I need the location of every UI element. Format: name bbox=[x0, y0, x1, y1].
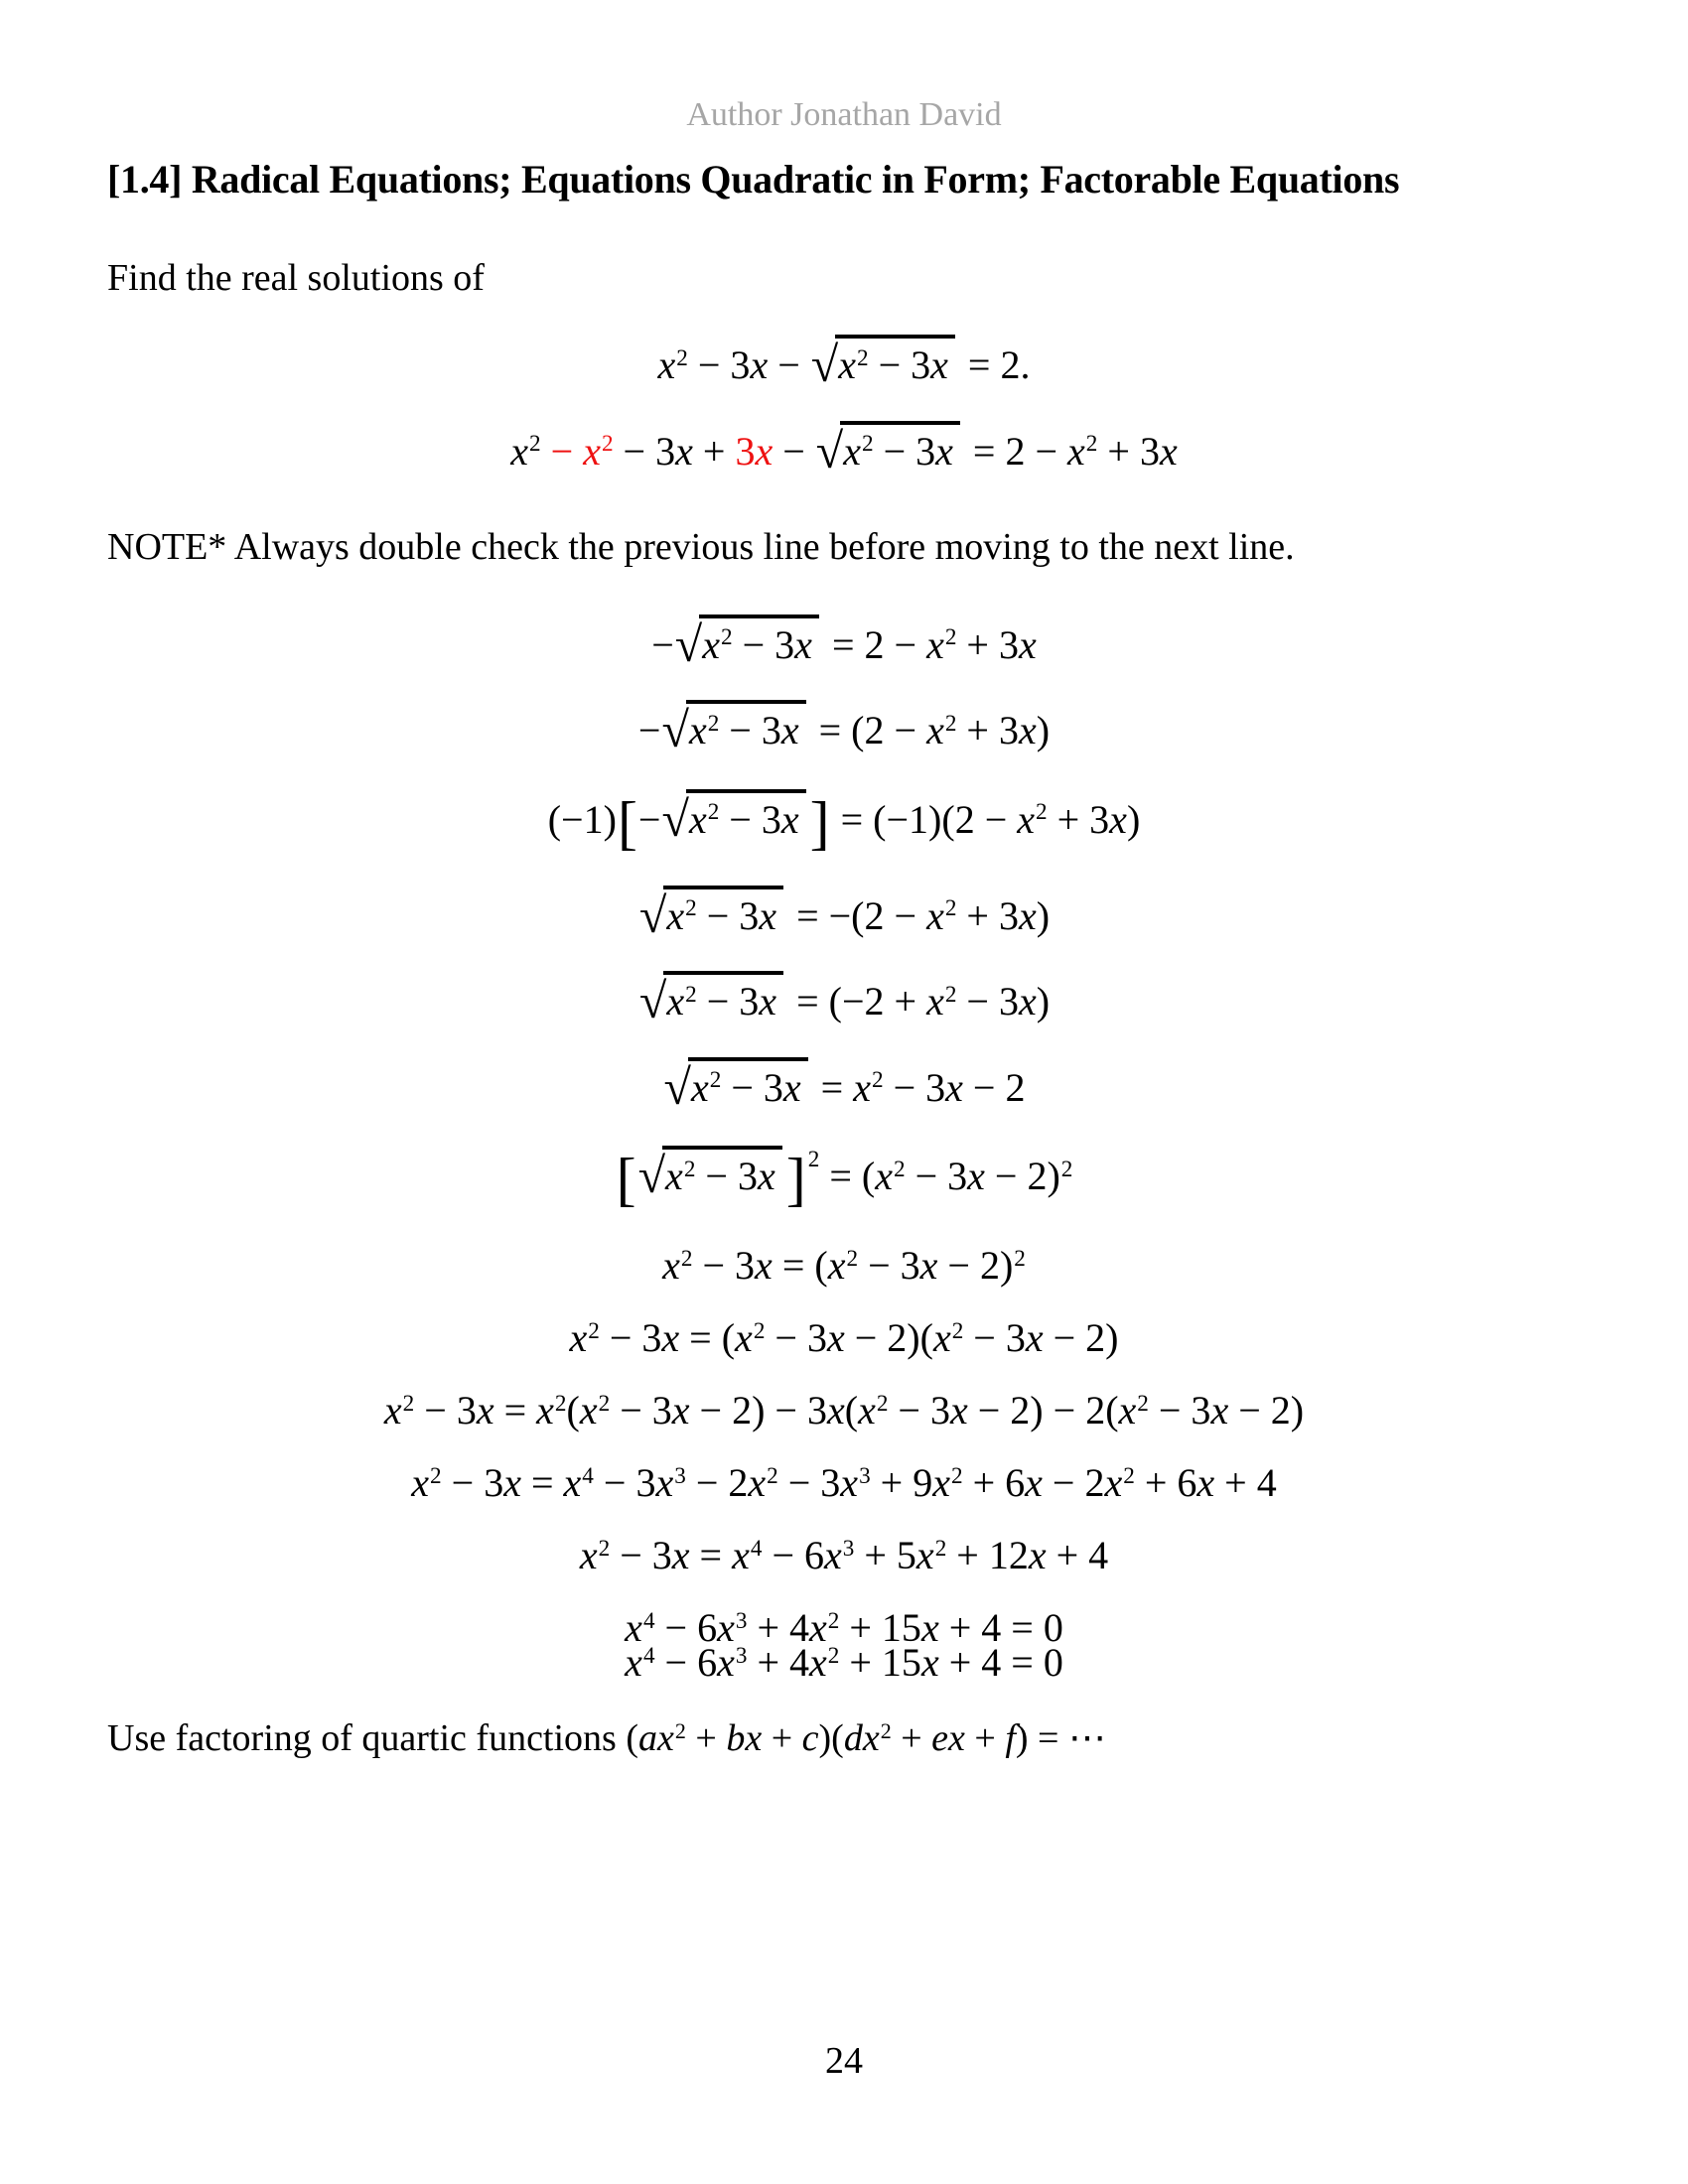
equation-line-eq9 bbox=[0, 1140, 1688, 1220]
math-text: − 2)( bbox=[844, 1315, 933, 1361]
math-text: − 2) − 2( bbox=[967, 1388, 1119, 1433]
math-text: = (2 − bbox=[808, 708, 927, 753]
math-text: + bbox=[964, 1717, 1006, 1760]
math-text: = ( bbox=[679, 1315, 736, 1361]
math-variable: x bbox=[755, 1243, 773, 1289]
equation-block-top bbox=[0, 332, 1688, 484]
math-variable: x bbox=[1018, 621, 1037, 667]
math-variable: x bbox=[655, 1460, 674, 1506]
closing-math-expression bbox=[626, 1717, 1106, 1759]
math-text: − 3 bbox=[687, 342, 751, 388]
exponent: 4 bbox=[582, 1462, 594, 1489]
radicand bbox=[686, 789, 806, 846]
radicand bbox=[840, 421, 960, 478]
radical-sign-icon: √ bbox=[638, 973, 667, 1029]
exponent: 2 bbox=[827, 1642, 840, 1669]
math-text: + bbox=[685, 1717, 727, 1760]
exponent: 2 bbox=[944, 895, 957, 922]
math-variable: x bbox=[840, 1460, 859, 1506]
math-text: = 2 − bbox=[821, 621, 927, 667]
math-variable: x bbox=[688, 796, 707, 842]
math-text: − 3 bbox=[613, 428, 676, 474]
exponent: 2 bbox=[601, 431, 614, 458]
math-text: + 4 = 0 bbox=[938, 1640, 1063, 1686]
math-text: − 2 bbox=[962, 1064, 1026, 1110]
exponent: 2 bbox=[893, 1156, 906, 1182]
radical bbox=[816, 418, 960, 485]
math-text: + bbox=[762, 1717, 802, 1760]
exponent: 2 bbox=[680, 1245, 693, 1272]
math-text: (−1) bbox=[547, 796, 617, 842]
equation-line-eq8 bbox=[0, 1054, 1688, 1122]
math-variable: bx bbox=[726, 1717, 763, 1760]
math-text: − 2) bbox=[937, 1243, 1014, 1289]
math-text: − 3 bbox=[599, 1315, 662, 1361]
math-text: = 2. bbox=[957, 342, 1031, 388]
math-text: + 3 bbox=[956, 708, 1019, 753]
bracket: [ bbox=[617, 789, 637, 856]
radical-sign-icon: √ bbox=[663, 1058, 691, 1115]
equation-block-main bbox=[0, 612, 1688, 1691]
math-text: − 3 bbox=[696, 892, 760, 938]
math-variable: x bbox=[536, 1388, 554, 1433]
math-variable: x bbox=[1118, 1388, 1137, 1433]
radicand bbox=[686, 700, 806, 756]
math-text: + 3 bbox=[1047, 796, 1110, 842]
math-variable: x bbox=[671, 1533, 690, 1578]
math-variable: x bbox=[843, 428, 861, 474]
radicand bbox=[662, 1146, 782, 1202]
radicand bbox=[663, 971, 783, 1027]
math-text: = −(2 − bbox=[786, 892, 927, 938]
equation-line-eq7 bbox=[0, 968, 1688, 1035]
math-variable: x bbox=[755, 428, 774, 474]
page-number: 24 bbox=[825, 2040, 863, 2082]
radical-sign-icon: √ bbox=[661, 702, 689, 758]
math-variable: x bbox=[827, 1243, 846, 1289]
math-text: − 3 bbox=[696, 979, 760, 1024]
math-variable: x bbox=[780, 708, 799, 753]
exponent: 3 bbox=[735, 1607, 748, 1634]
math-text: − 3 bbox=[777, 1460, 841, 1506]
exponent: 2 bbox=[1014, 1245, 1026, 1272]
exponent: 2 bbox=[402, 1390, 415, 1417]
exponent: 2 bbox=[951, 1317, 964, 1344]
math-text: − 2 bbox=[1042, 1460, 1105, 1506]
math-variable: x bbox=[411, 1460, 430, 1506]
math-variable: x bbox=[967, 1154, 985, 1199]
math-variable: x bbox=[579, 1533, 598, 1578]
math-text: = (−1)(2 − bbox=[830, 796, 1018, 842]
math-text: = bbox=[689, 1533, 733, 1578]
math-variable: x bbox=[1196, 1460, 1215, 1506]
math-variable: x bbox=[920, 1605, 939, 1651]
math-variable: x bbox=[702, 621, 721, 667]
author-line: Author Jonathan David bbox=[686, 96, 1002, 133]
math-variable: x bbox=[926, 708, 944, 753]
math-variable: x bbox=[717, 1640, 735, 1686]
exponent: 2 bbox=[944, 710, 957, 737]
math-variable: x bbox=[675, 428, 693, 474]
exponent: 4 bbox=[642, 1642, 655, 1669]
exponent: 2 bbox=[529, 431, 541, 458]
intro-text: Find the real solutions of bbox=[107, 256, 485, 299]
math-variable: x bbox=[657, 342, 676, 388]
exponent: 2 bbox=[950, 1462, 963, 1489]
math-text: + 5 bbox=[854, 1533, 916, 1578]
radical-sign-icon: √ bbox=[815, 422, 844, 478]
math-text: − 3 bbox=[732, 621, 795, 667]
exponent: 2 bbox=[880, 1717, 892, 1743]
math-variable: x bbox=[1028, 1533, 1047, 1578]
math-text: ) bbox=[1036, 708, 1051, 753]
math-text: − 3 bbox=[1148, 1388, 1211, 1433]
highlighted-red-term bbox=[735, 429, 773, 474]
math-text: = 2 − bbox=[962, 428, 1068, 474]
math-variable: x bbox=[661, 1315, 680, 1361]
math-variable: x bbox=[563, 1460, 582, 1506]
math-variable: x bbox=[1104, 1460, 1123, 1506]
math-text: = bbox=[810, 1064, 854, 1110]
exponent: 2 bbox=[554, 1390, 567, 1417]
math-text: − 2) bbox=[984, 1154, 1060, 1199]
radical bbox=[675, 612, 819, 679]
math-variable: x bbox=[782, 1064, 801, 1110]
math-text: − 3 bbox=[873, 428, 936, 474]
math-text: + bbox=[692, 428, 736, 474]
math-text: − bbox=[540, 428, 584, 474]
math-text: = (−2 + bbox=[786, 979, 927, 1024]
math-variable: x bbox=[383, 1388, 402, 1433]
math-variable: x bbox=[625, 1640, 642, 1686]
radical-sign-icon: √ bbox=[661, 790, 689, 847]
math-text: − 2) − 3 bbox=[689, 1388, 827, 1433]
math-text: + 3 bbox=[1097, 428, 1160, 474]
math-text: 3 bbox=[735, 428, 756, 474]
math-text: + 3 bbox=[956, 892, 1019, 938]
exponent: 2 bbox=[685, 981, 697, 1008]
math-variable: x bbox=[666, 979, 685, 1024]
math-variable: x bbox=[476, 1388, 494, 1433]
math-variable: x bbox=[583, 428, 601, 474]
math-variable: x bbox=[826, 1388, 845, 1433]
math-text: + 12 bbox=[946, 1533, 1029, 1578]
math-text: = bbox=[520, 1460, 564, 1506]
exponent: 2 bbox=[674, 1717, 686, 1743]
math-variable: x bbox=[949, 1388, 968, 1433]
math-text: − 3 bbox=[963, 1315, 1026, 1361]
math-text: ) bbox=[1036, 979, 1051, 1024]
math-text: + 3 bbox=[956, 621, 1019, 667]
radicand bbox=[835, 335, 955, 391]
exponent: 2 bbox=[588, 1317, 600, 1344]
highlighted-red-term bbox=[541, 429, 614, 474]
math-text: + 4 bbox=[747, 1605, 810, 1651]
math-text: − 3 bbox=[888, 1388, 950, 1433]
math-text: − 3 bbox=[593, 1460, 656, 1506]
math-variable: dx bbox=[843, 1717, 880, 1760]
math-text: − 3 bbox=[719, 796, 781, 842]
math-variable: x bbox=[945, 1064, 963, 1110]
exponent: 2 bbox=[430, 1462, 442, 1489]
exponent: 3 bbox=[735, 1642, 748, 1669]
math-variable: x bbox=[1025, 1315, 1044, 1361]
math-variable: x bbox=[759, 892, 777, 938]
math-variable: x bbox=[809, 1605, 827, 1651]
math-text: ( bbox=[566, 1388, 580, 1433]
math-text: − 3 bbox=[441, 1460, 504, 1506]
math-variable: x bbox=[932, 1315, 951, 1361]
math-text: ) = ⋯ bbox=[1015, 1717, 1106, 1760]
math-variable: x bbox=[665, 1154, 683, 1199]
exponent: 2 bbox=[1137, 1390, 1149, 1417]
math-variable: x bbox=[926, 621, 944, 667]
exponent: 2 bbox=[676, 344, 688, 371]
equation-line-eq1 bbox=[0, 332, 1688, 399]
math-variable: x bbox=[1159, 428, 1178, 474]
math-variable: x bbox=[1018, 892, 1037, 938]
math-variable: x bbox=[926, 892, 944, 938]
math-variable: x bbox=[510, 428, 529, 474]
closing-text-prefix: Use factoring of quartic functions bbox=[107, 1717, 627, 1760]
math-text: + bbox=[891, 1717, 932, 1760]
page-title: [1.4] Radical Equations; Equations Quadratic in Form; Factorable Equations bbox=[107, 156, 1400, 202]
math-variable: x bbox=[1017, 796, 1036, 842]
equation-line-eq3 bbox=[0, 612, 1688, 679]
math-text: + 4 bbox=[1046, 1533, 1109, 1578]
equation-line-eq5 bbox=[0, 783, 1688, 864]
note-text: NOTE* Always double check the previous line before moving to the next line. bbox=[107, 526, 1295, 569]
exponent: 4 bbox=[750, 1535, 763, 1562]
math-text: − 3 bbox=[956, 979, 1019, 1024]
exponent: 2 bbox=[685, 895, 697, 922]
math-variable: x bbox=[625, 1605, 642, 1651]
math-text: + 4 bbox=[1214, 1460, 1277, 1506]
radical bbox=[664, 1054, 808, 1122]
equation-line-eq6 bbox=[0, 883, 1688, 950]
math-text: + 4 = 0 bbox=[938, 1605, 1063, 1651]
math-variable: x bbox=[1210, 1388, 1229, 1433]
math-variable: x bbox=[690, 1064, 709, 1110]
exponent: 2 bbox=[871, 1067, 884, 1094]
math-text: − 3 bbox=[719, 708, 781, 753]
exponent: 2 bbox=[846, 1245, 859, 1272]
math-variable: x bbox=[579, 1388, 598, 1433]
math-text: − 2) bbox=[1228, 1388, 1305, 1433]
math-variable: x bbox=[732, 1533, 750, 1578]
math-variable: x bbox=[569, 1315, 588, 1361]
exponent: 2 bbox=[707, 710, 720, 737]
math-variable: x bbox=[748, 1460, 767, 1506]
math-variable: x bbox=[662, 1243, 680, 1289]
exponent: 2 bbox=[753, 1317, 766, 1344]
math-variable: x bbox=[750, 342, 769, 388]
math-variable: x bbox=[759, 979, 777, 1024]
radical-sign-icon: √ bbox=[810, 337, 839, 393]
math-text: + 9 bbox=[870, 1460, 933, 1506]
math-text: − bbox=[637, 796, 661, 842]
math-variable: x bbox=[671, 1388, 690, 1433]
equation-line-eq12 bbox=[0, 1384, 1688, 1437]
math-text: − bbox=[651, 621, 674, 667]
math-text: + 15 bbox=[839, 1605, 921, 1651]
math-text: − 3 bbox=[610, 1533, 672, 1578]
math-text: )( bbox=[818, 1717, 844, 1760]
math-variable: x bbox=[875, 1154, 893, 1199]
math-variable: ax bbox=[638, 1717, 674, 1760]
math-text: − bbox=[768, 342, 810, 388]
equation-line-eq14 bbox=[0, 1529, 1688, 1582]
radicand bbox=[688, 1057, 808, 1114]
math-text: − 3 bbox=[905, 1154, 968, 1199]
math-variable: x bbox=[503, 1460, 521, 1506]
exponent: 2 bbox=[944, 981, 957, 1008]
exponent: 3 bbox=[674, 1462, 686, 1489]
math-variable: x bbox=[717, 1605, 735, 1651]
math-text: ) bbox=[1126, 796, 1141, 842]
radical bbox=[639, 968, 783, 1035]
equation-line-eq13 bbox=[0, 1456, 1688, 1510]
radicand bbox=[699, 614, 819, 671]
math-text: + 15 bbox=[839, 1640, 921, 1686]
exponent: 3 bbox=[859, 1462, 871, 1489]
bracket: ] bbox=[785, 1147, 806, 1213]
exponent: 2 bbox=[1123, 1462, 1135, 1489]
bracket: ] bbox=[809, 789, 830, 856]
math-variable: x bbox=[688, 708, 707, 753]
exponent: 2 bbox=[1060, 1156, 1073, 1182]
math-variable: x bbox=[919, 1243, 938, 1289]
equation-line-eq16 bbox=[0, 1636, 1688, 1690]
math-variable: x bbox=[1067, 428, 1085, 474]
exponent: 2 bbox=[827, 1607, 840, 1634]
math-variable: x bbox=[757, 1154, 775, 1199]
exponent: 2 bbox=[721, 624, 733, 651]
math-variable: x bbox=[932, 1460, 950, 1506]
math-variable: x bbox=[915, 1533, 934, 1578]
math-text: − bbox=[637, 708, 661, 753]
math-variable: x bbox=[1109, 796, 1127, 842]
math-text: − 3 bbox=[610, 1388, 672, 1433]
math-variable: x bbox=[935, 428, 953, 474]
exponent: 2 bbox=[1085, 431, 1098, 458]
bracket: [ bbox=[616, 1147, 636, 1213]
exponent: 2 bbox=[944, 624, 957, 651]
math-variable: x bbox=[826, 1315, 845, 1361]
radical bbox=[638, 1143, 782, 1210]
math-text: − 3 bbox=[883, 1064, 946, 1110]
radical-sign-icon: √ bbox=[637, 1148, 666, 1204]
exponent: 2 bbox=[807, 1146, 820, 1172]
radical-sign-icon: √ bbox=[638, 887, 667, 943]
math-text: − 3 bbox=[721, 1064, 783, 1110]
math-text: + 6 bbox=[962, 1460, 1026, 1506]
math-variable: x bbox=[920, 1640, 939, 1686]
math-text: − 2) bbox=[1043, 1315, 1119, 1361]
equation-line-eq11 bbox=[0, 1311, 1688, 1365]
math-text: − 3 bbox=[765, 1315, 827, 1361]
exponent: 2 bbox=[876, 1390, 889, 1417]
math-text: − 6 bbox=[654, 1640, 718, 1686]
equation-line-eq2 bbox=[0, 418, 1688, 485]
math-text: − 2 bbox=[685, 1460, 749, 1506]
exponent: 2 bbox=[707, 799, 720, 826]
radical bbox=[639, 883, 783, 950]
math-variable: x bbox=[780, 796, 799, 842]
math-variable: x bbox=[838, 342, 856, 388]
exponent: 4 bbox=[642, 1607, 655, 1634]
exponent: 2 bbox=[767, 1462, 778, 1489]
math-text: − 3 bbox=[695, 1154, 758, 1199]
math-variable: x bbox=[809, 1640, 827, 1686]
radical bbox=[661, 697, 805, 764]
equation-line-eq4 bbox=[0, 697, 1688, 764]
math-text: − bbox=[773, 428, 815, 474]
math-text: − 6 bbox=[762, 1533, 824, 1578]
equation-line-eq10 bbox=[0, 1239, 1688, 1293]
math-text: − 3 bbox=[858, 1243, 920, 1289]
exponent: 2 bbox=[856, 344, 869, 371]
math-variable: x bbox=[1018, 979, 1037, 1024]
math-variable: ex bbox=[931, 1717, 965, 1760]
exponent: 3 bbox=[842, 1535, 855, 1562]
math-variable: x bbox=[858, 1388, 876, 1433]
closing-text bbox=[107, 1715, 1581, 1763]
exponent: 2 bbox=[709, 1067, 722, 1094]
radical-sign-icon: √ bbox=[674, 615, 703, 672]
math-variable: x bbox=[824, 1533, 842, 1578]
math-variable: x bbox=[666, 892, 685, 938]
exponent: 2 bbox=[861, 431, 874, 458]
math-variable: x bbox=[853, 1064, 871, 1110]
math-variable: x bbox=[1025, 1460, 1043, 1506]
math-variable: x bbox=[930, 342, 948, 388]
radical bbox=[811, 332, 955, 399]
math-text: = ( bbox=[819, 1154, 876, 1199]
math-variable: f bbox=[1005, 1717, 1016, 1760]
exponent: 2 bbox=[598, 1390, 611, 1417]
math-variable: c bbox=[801, 1717, 819, 1760]
exponent: 2 bbox=[934, 1535, 947, 1562]
math-text: − 6 bbox=[654, 1605, 718, 1651]
math-text: + 4 bbox=[747, 1640, 810, 1686]
math-variable: x bbox=[794, 621, 812, 667]
exponent: 2 bbox=[1036, 799, 1048, 826]
math-variable: x bbox=[735, 1315, 753, 1361]
math-text: − 3 bbox=[692, 1243, 756, 1289]
math-text: = ( bbox=[772, 1243, 828, 1289]
math-text: = bbox=[493, 1388, 537, 1433]
exponent: 2 bbox=[683, 1156, 696, 1182]
math-text: ( bbox=[626, 1717, 638, 1760]
math-variable: x bbox=[926, 979, 944, 1024]
math-text: − 3 bbox=[868, 342, 931, 388]
math-variable: x bbox=[1018, 708, 1037, 753]
math-text: + 6 bbox=[1134, 1460, 1197, 1506]
radical bbox=[661, 786, 805, 854]
radicand bbox=[663, 886, 783, 942]
math-text: ( bbox=[844, 1388, 859, 1433]
exponent: 2 bbox=[598, 1535, 611, 1562]
math-text: ) bbox=[1036, 892, 1051, 938]
math-text: − 3 bbox=[414, 1388, 477, 1433]
